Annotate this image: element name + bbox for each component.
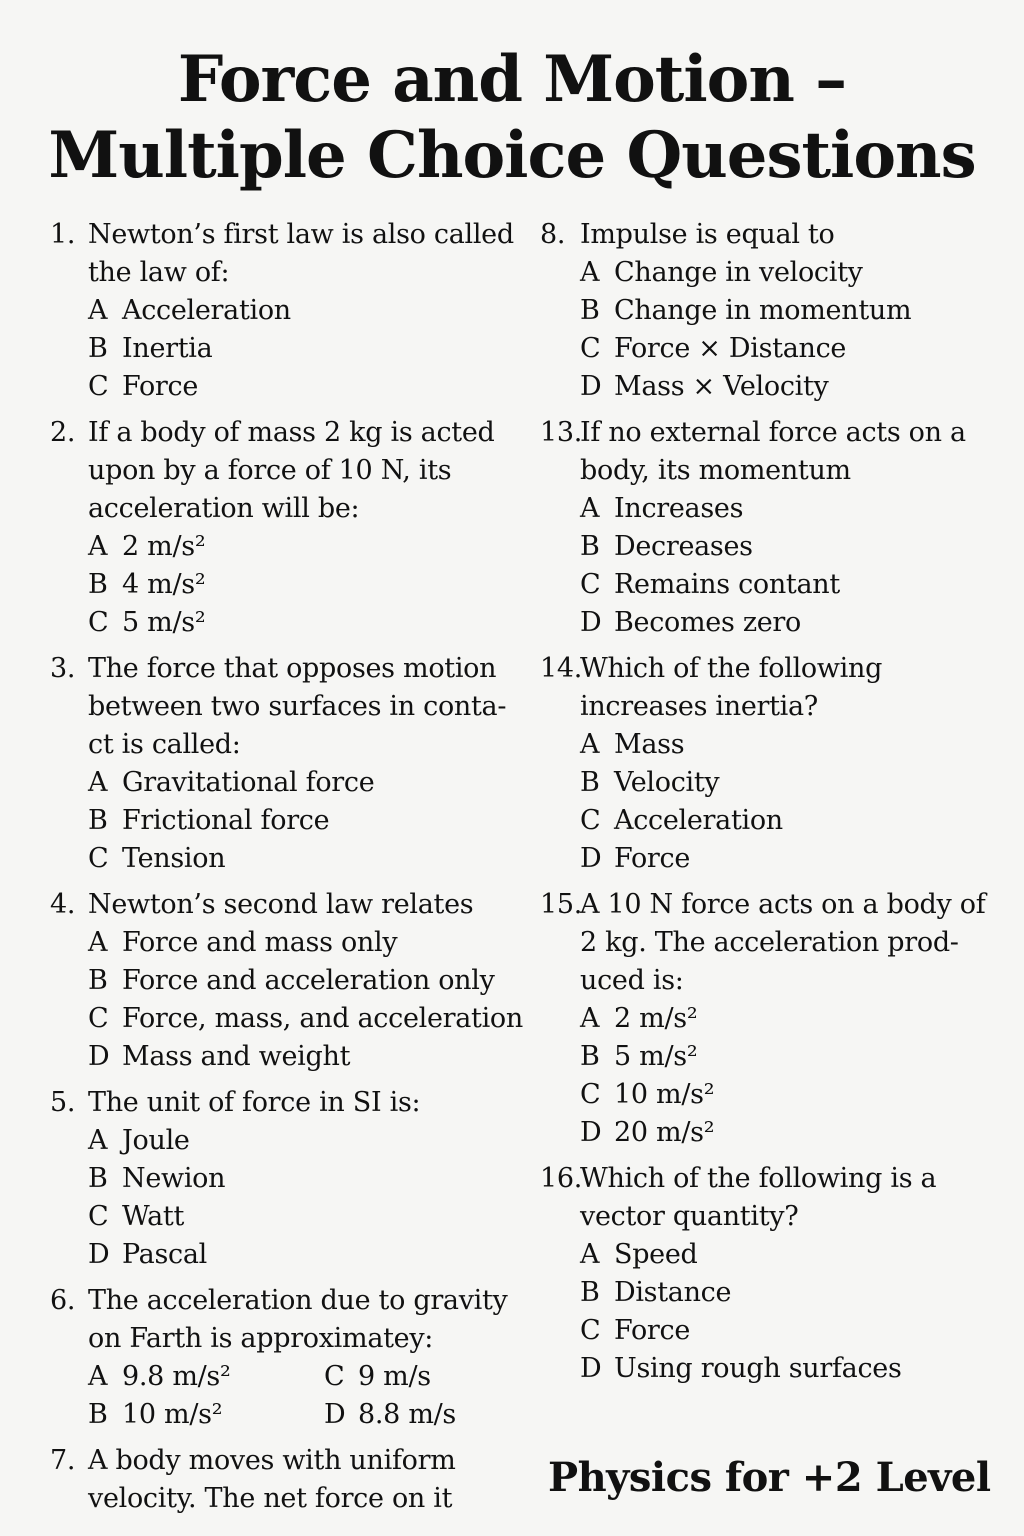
answer-option xyxy=(540,1274,1000,1312)
option-text: Speed xyxy=(614,1239,698,1270)
question-stem xyxy=(540,216,1000,254)
answer-option xyxy=(50,1000,523,1038)
question-text: The unit of force in SI is: xyxy=(88,1087,421,1118)
answer-option xyxy=(540,1236,1000,1274)
option-letter: D xyxy=(88,1239,110,1270)
question-number: 7. xyxy=(50,1445,76,1476)
answer-option xyxy=(50,368,520,406)
answer-option xyxy=(540,1000,1000,1038)
option-letter: C xyxy=(580,1079,601,1110)
option-text: Frictional force xyxy=(122,805,330,836)
page-title xyxy=(0,42,1024,194)
question-stem xyxy=(50,1282,520,1358)
answer-option xyxy=(50,962,520,1000)
option-text: Force and mass only xyxy=(122,927,398,958)
question-stem xyxy=(540,650,1000,726)
option-letter: B xyxy=(580,767,600,798)
question-stem xyxy=(50,886,520,924)
question-7 xyxy=(50,1442,520,1518)
answer-option xyxy=(540,840,1000,878)
question-stem xyxy=(50,1084,520,1122)
option-text: Acceleration xyxy=(122,295,291,326)
option-letter: C xyxy=(580,333,601,364)
answer-option xyxy=(50,566,520,604)
question-14 xyxy=(540,650,1000,878)
option-text: Gravitational force xyxy=(122,767,375,798)
option-letter: A xyxy=(580,1003,600,1034)
option-text: Force, mass, and acceleration xyxy=(122,1003,523,1034)
option-text: Tension xyxy=(122,843,226,874)
option-text: 10 m/s² xyxy=(122,1399,223,1430)
option-text: 9 m/s xyxy=(358,1361,431,1392)
question-text: Impulse is equal to xyxy=(580,219,835,250)
question-stem xyxy=(540,414,1000,490)
answer-option xyxy=(540,764,1000,802)
option-letter: A xyxy=(88,531,108,562)
option-text: Change in velocity xyxy=(614,257,863,288)
question-text: The acceleration due to gravity on Farth is approximatey: xyxy=(88,1285,508,1354)
answer-option xyxy=(50,528,520,566)
option-letter: C xyxy=(580,805,601,836)
question-number: 15. xyxy=(540,889,583,920)
answer-option xyxy=(540,604,1000,642)
option-text: 5 m/s² xyxy=(122,607,206,638)
option-letter: A xyxy=(580,1239,600,1270)
answer-option xyxy=(50,1038,520,1076)
answer-option xyxy=(540,330,1000,368)
option-text: 2 m/s² xyxy=(614,1003,698,1034)
right-question-column xyxy=(540,216,1000,1396)
question-number: 14. xyxy=(540,653,583,684)
answer-option xyxy=(50,1122,520,1160)
option-text: 8.8 m/s xyxy=(358,1399,456,1430)
option-letter: A xyxy=(88,767,108,798)
option-letter: B xyxy=(88,1163,108,1194)
question-number: 13. xyxy=(540,417,583,448)
option-text: 20 m/s² xyxy=(614,1117,715,1148)
answer-option-row xyxy=(50,1396,520,1434)
question-text: Newton’s second law relates xyxy=(88,889,474,920)
answer-option xyxy=(50,764,520,802)
option-text: 10 m/s² xyxy=(614,1079,715,1110)
answer-option xyxy=(540,1038,1000,1076)
option-text: Force and acceleration only xyxy=(122,965,495,996)
option-letter: A xyxy=(580,257,600,288)
question-number: 5. xyxy=(50,1087,76,1118)
answer-option xyxy=(540,292,1000,330)
option-letter: D xyxy=(88,1041,110,1072)
option-text: Force xyxy=(614,843,691,874)
option-letter: A xyxy=(88,1361,108,1392)
option-text: Change in momentum xyxy=(614,295,912,326)
question-number: 2. xyxy=(50,417,76,448)
option-letter: D xyxy=(580,1353,602,1384)
question-number: 6. xyxy=(50,1285,76,1316)
option-text: Becomes zero xyxy=(614,607,801,638)
option-text: Joule xyxy=(122,1125,190,1156)
answer-option-row xyxy=(50,1358,520,1396)
answer-option xyxy=(50,1160,520,1198)
footer-label: Physics for +2 Level xyxy=(548,1454,991,1501)
option-letter: C xyxy=(580,569,601,600)
answer-option xyxy=(540,254,1000,292)
option-text: Mass and weight xyxy=(122,1041,351,1072)
option-letter: B xyxy=(580,1041,600,1072)
question-15 xyxy=(540,886,1000,1152)
answer-option xyxy=(50,604,520,642)
option-text: Watt xyxy=(122,1201,185,1232)
option-text: Force × Distance xyxy=(614,333,847,364)
option-text: 9.8 m/s² xyxy=(122,1361,231,1392)
answer-option xyxy=(50,1358,284,1396)
option-text: Inertia xyxy=(122,333,213,364)
question-3 xyxy=(50,650,520,878)
question-number: 8. xyxy=(540,219,566,250)
option-text: 2 m/s² xyxy=(122,531,206,562)
option-letter: A xyxy=(88,295,108,326)
question-number: 1. xyxy=(50,219,76,250)
answer-option xyxy=(50,330,520,368)
question-13 xyxy=(540,414,1000,642)
option-text: 4 m/s² xyxy=(122,569,206,600)
question-text: If no external force acts on a body, its momentum xyxy=(580,417,966,486)
page-title-line-1: Force and Motion – xyxy=(177,42,847,117)
answer-option xyxy=(540,490,1000,528)
question-2 xyxy=(50,414,520,642)
option-letter: C xyxy=(324,1361,345,1392)
question-6 xyxy=(50,1282,520,1434)
answer-option xyxy=(540,1312,1000,1350)
question-text: A 10 N force acts on a body of 2 kg. The acceleration prod-uced is: xyxy=(580,889,986,996)
question-text: The force that opposes motion between two surfaces in conta-ct is called: xyxy=(88,653,507,760)
option-text: Remains contant xyxy=(614,569,840,600)
option-letter: C xyxy=(88,371,109,402)
option-letter: C xyxy=(580,1315,601,1346)
question-text: Newton’s first law is also called the law of: xyxy=(88,219,514,288)
question-16 xyxy=(540,1160,1000,1388)
option-letter: B xyxy=(88,333,108,364)
question-8 xyxy=(540,216,1000,406)
page-title-line-2: Multiple Choice Questions xyxy=(48,118,976,193)
answer-option xyxy=(50,802,520,840)
question-text: If a body of mass 2 kg is acted upon by a force of 10 N, its acceleration will be: xyxy=(88,417,495,524)
answer-option xyxy=(50,924,520,962)
option-text: Pascal xyxy=(122,1239,207,1270)
option-text: Acceleration xyxy=(614,805,783,836)
option-letter: B xyxy=(88,1399,108,1430)
answer-option xyxy=(540,368,1000,406)
option-letter: B xyxy=(88,805,108,836)
option-text: Mass xyxy=(614,729,685,760)
option-text: Distance xyxy=(614,1277,732,1308)
option-text: Velocity xyxy=(614,767,720,798)
option-letter: B xyxy=(580,531,600,562)
option-text: Increases xyxy=(614,493,744,524)
question-stem xyxy=(540,886,1000,1000)
option-letter: D xyxy=(580,1117,602,1148)
option-letter: B xyxy=(88,965,108,996)
option-letter: A xyxy=(580,729,600,760)
question-4 xyxy=(50,886,523,1076)
option-letter: D xyxy=(580,843,602,874)
option-letter: B xyxy=(580,1277,600,1308)
option-text: Force xyxy=(614,1315,691,1346)
option-letter: C xyxy=(88,607,109,638)
option-text: Force xyxy=(122,371,199,402)
answer-option xyxy=(50,292,520,330)
question-number: 16. xyxy=(540,1163,583,1194)
option-letter: C xyxy=(88,1201,109,1232)
option-letter: C xyxy=(88,843,109,874)
option-letter: B xyxy=(88,569,108,600)
question-number: 3. xyxy=(50,653,76,684)
question-stem xyxy=(540,1160,1000,1236)
option-letter: D xyxy=(324,1399,346,1430)
option-text: Mass × Velocity xyxy=(614,371,829,402)
option-letter: A xyxy=(88,927,108,958)
option-text: 5 m/s² xyxy=(614,1041,698,1072)
question-stem xyxy=(50,1442,520,1518)
answer-option xyxy=(540,566,1000,604)
answer-option xyxy=(540,1076,1000,1114)
answer-option xyxy=(540,1114,1000,1152)
question-number: 4. xyxy=(50,889,76,920)
question-text: A body moves with uniform velocity. The net force on it xyxy=(88,1445,456,1514)
left-question-column xyxy=(50,216,523,1526)
answer-option xyxy=(50,1236,520,1274)
question-1 xyxy=(50,216,520,406)
answer-option xyxy=(50,1198,520,1236)
question-text: Which of the following is a vector quantity? xyxy=(580,1163,937,1232)
option-letter: D xyxy=(580,607,602,638)
option-letter: D xyxy=(580,371,602,402)
option-letter: B xyxy=(580,295,600,326)
question-text: Which of the following increases inertia? xyxy=(580,653,883,722)
answer-option xyxy=(284,1358,520,1396)
option-letter: C xyxy=(88,1003,109,1034)
answer-option xyxy=(540,802,1000,840)
option-letter: A xyxy=(88,1125,108,1156)
question-stem xyxy=(50,216,520,292)
answer-option xyxy=(540,528,1000,566)
question-5 xyxy=(50,1084,520,1274)
option-text: Using rough surfaces xyxy=(614,1353,902,1384)
answer-option xyxy=(50,1396,284,1434)
option-text: Decreases xyxy=(614,531,753,562)
answer-option xyxy=(540,726,1000,764)
answer-option xyxy=(540,1350,1000,1388)
option-letter: A xyxy=(580,493,600,524)
answer-option xyxy=(284,1396,520,1434)
question-stem xyxy=(50,650,520,764)
option-text: Newion xyxy=(122,1163,226,1194)
answer-option xyxy=(50,840,520,878)
question-stem xyxy=(50,414,520,528)
